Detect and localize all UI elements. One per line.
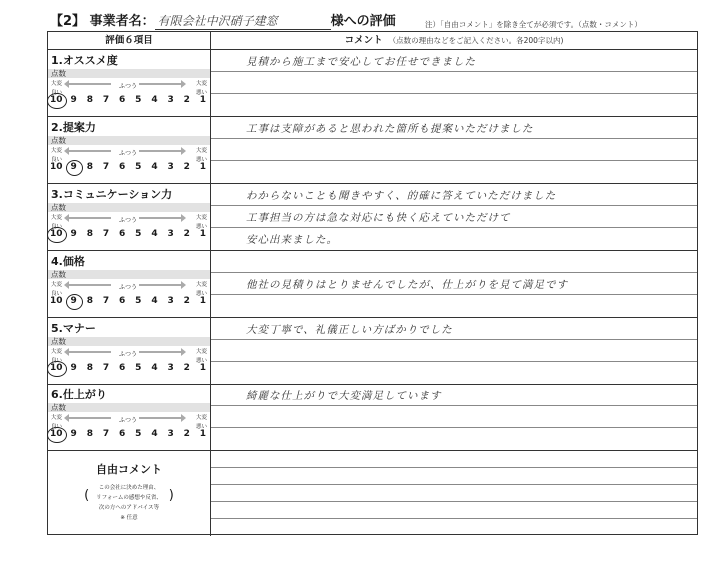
free-comment-field[interactable] — [211, 451, 697, 536]
scale-left-top: 大変 — [51, 81, 63, 87]
scale-right-bottom: 悪い — [195, 424, 207, 430]
comment-line[interactable] — [211, 362, 697, 384]
score-option-9[interactable]: 9 — [70, 95, 77, 105]
score-option-7[interactable]: 7 — [102, 429, 110, 439]
score-option-1[interactable]: 1 — [199, 95, 207, 105]
comment-cell[interactable] — [211, 318, 697, 384]
paren-left: ( — [84, 488, 90, 503]
score-option-9[interactable]: 9 — [70, 162, 77, 172]
score-option-5[interactable]: 5 — [135, 229, 142, 239]
score-label: 点数 — [48, 270, 210, 279]
score-option-2[interactable]: 2 — [183, 229, 190, 239]
form-header — [50, 10, 396, 30]
score-option-4[interactable]: 4 — [151, 95, 158, 105]
comment-line[interactable] — [211, 139, 697, 161]
comment-cell[interactable] — [211, 384, 697, 450]
score-option-9[interactable]: 9 — [70, 296, 77, 306]
item-cell — [48, 251, 211, 317]
handwritten-comment: 大変丁寧で、礼儀正しい方ばかりでした — [246, 324, 453, 336]
handwritten-comment: 工事担当の方は急な対応にも快く応えていただけて — [246, 212, 511, 224]
free-comment-line[interactable] — [211, 451, 697, 468]
score-label: 点数 — [48, 136, 210, 145]
score-option-1[interactable]: 1 — [199, 162, 207, 172]
scale-right-top: 大変 — [195, 148, 207, 154]
free-desc-line: この会社に決めた理由、 — [98, 485, 160, 491]
score-option-3[interactable]: 3 — [167, 296, 174, 306]
evaluation-row-5 — [48, 318, 697, 385]
score-option-9[interactable]: 9 — [70, 363, 77, 373]
score-option-8[interactable]: 8 — [86, 429, 93, 439]
score-option-2[interactable]: 2 — [183, 296, 190, 306]
free-comment-title: 自由コメント — [96, 463, 162, 476]
score-label: 点数 — [48, 337, 210, 346]
comment-cell[interactable] — [211, 50, 697, 116]
item-cell — [48, 117, 211, 183]
free-desc-line: ※ 任意 — [120, 515, 138, 521]
scale-right-top: 大変 — [195, 81, 207, 87]
score-option-7[interactable]: 7 — [102, 95, 110, 105]
score-option-7[interactable]: 7 — [102, 296, 110, 306]
evaluation-table — [47, 31, 698, 535]
score-selector — [50, 162, 208, 174]
score-option-8[interactable]: 8 — [86, 162, 93, 172]
free-comment-row — [48, 451, 697, 536]
scale-right-bottom: 悪い — [195, 157, 207, 163]
score-option-10[interactable]: 10 — [50, 229, 63, 239]
scale-left-bottom: 良い — [51, 224, 63, 230]
scale-left-bottom: 良い — [51, 157, 63, 163]
evaluation-row-2 — [48, 117, 697, 184]
score-option-8[interactable]: 8 — [86, 363, 93, 373]
score-option-1[interactable]: 1 — [199, 229, 207, 239]
item-title: 1.オススメ度 — [51, 54, 118, 67]
score-option-7[interactable]: 7 — [102, 229, 110, 239]
required-note: 注）「自由コメント」を除き全てが必須です。（点数・コメント） — [425, 20, 642, 29]
score-option-3[interactable]: 3 — [167, 363, 174, 373]
evaluation-row-4 — [48, 251, 697, 318]
scale-right-bottom: 悪い — [195, 291, 207, 297]
comment-cell[interactable] — [211, 251, 697, 317]
scale-left-top: 大変 — [51, 349, 63, 355]
comment-line[interactable] — [211, 428, 697, 450]
handwritten-comment: わからないことも聞きやすく、的確に答えていただけました — [246, 190, 557, 202]
handwritten-comment: 安心出来ました。 — [246, 234, 338, 246]
arrow-right-icon — [139, 284, 181, 286]
score-selector — [50, 296, 208, 308]
scale-right-top: 大変 — [195, 415, 207, 421]
scale-left-bottom: 良い — [51, 291, 63, 297]
score-option-2[interactable]: 2 — [183, 162, 190, 172]
free-comment-line[interactable] — [211, 502, 697, 519]
arrow-right-icon — [139, 150, 181, 152]
score-option-9[interactable]: 9 — [70, 429, 77, 439]
score-option-3[interactable]: 3 — [167, 95, 174, 105]
evaluation-row-1 — [48, 50, 697, 117]
score-option-2[interactable]: 2 — [183, 95, 190, 105]
score-option-3[interactable]: 3 — [167, 229, 174, 239]
score-option-8[interactable]: 8 — [86, 296, 93, 306]
arrow-left-icon — [69, 150, 111, 152]
arrow-left-icon — [69, 284, 111, 286]
score-selector — [50, 429, 208, 441]
score-label: 点数 — [48, 203, 210, 212]
scale-left-bottom: 良い — [51, 90, 63, 96]
scale-right-top: 大変 — [195, 282, 207, 288]
scale-right-bottom: 悪い — [195, 224, 207, 230]
comment-line[interactable] — [211, 295, 697, 317]
score-label: 点数 — [48, 403, 210, 412]
item-cell — [48, 50, 211, 116]
scale-left-top: 大変 — [51, 282, 63, 288]
score-option-4[interactable]: 4 — [151, 162, 158, 172]
score-option-5[interactable]: 5 — [135, 363, 142, 373]
score-option-5[interactable]: 5 — [135, 296, 142, 306]
score-option-6[interactable]: 6 — [119, 95, 126, 105]
score-option-6[interactable]: 6 — [119, 429, 126, 439]
free-comment-description — [86, 483, 172, 523]
comment-line[interactable] — [211, 273, 697, 295]
score-option-8[interactable]: 8 — [86, 95, 93, 105]
scale-right-top: 大変 — [195, 215, 207, 221]
comment-header-sub: （点数の理由などをご記入ください。各200字以内) — [388, 36, 564, 45]
scale-center: ふつう — [119, 217, 138, 224]
comment-cell[interactable] — [211, 117, 697, 183]
free-comment-line[interactable] — [211, 485, 697, 502]
scale-center: ふつう — [119, 417, 138, 424]
comment-line[interactable] — [211, 406, 697, 428]
scale-center: ふつう — [119, 83, 138, 90]
handwritten-comment: 綺麗な仕上がりで大変満足しています — [246, 390, 442, 402]
score-option-6[interactable]: 6 — [119, 162, 126, 172]
item-title: 4.価格 — [51, 255, 85, 268]
scale-left-bottom: 良い — [51, 424, 63, 430]
business-name-field[interactable]: 有限会社中沢硝子建窓 — [155, 12, 331, 30]
score-selector — [50, 95, 208, 107]
score-option-5[interactable]: 5 — [135, 429, 142, 439]
score-option-10[interactable]: 10 — [50, 296, 63, 306]
scale-center: ふつう — [119, 284, 138, 291]
section-label: 【2】 事業者名： — [50, 14, 155, 29]
scale-left-top: 大変 — [51, 215, 63, 221]
free-comment-label-cell — [48, 451, 211, 536]
score-option-3[interactable]: 3 — [167, 429, 174, 439]
item-title: 3.コミュニケーション力 — [51, 188, 173, 201]
comment-line[interactable] — [211, 161, 697, 183]
score-option-5[interactable]: 5 — [135, 95, 142, 105]
comment-header-label: コメント — [344, 35, 383, 46]
item-title: 2.提案力 — [51, 121, 96, 134]
comment-line[interactable] — [211, 72, 697, 94]
evaluation-row-3 — [48, 184, 697, 251]
score-option-6[interactable]: 6 — [119, 229, 126, 239]
score-option-1[interactable]: 1 — [199, 363, 207, 373]
comment-line[interactable] — [211, 206, 697, 228]
scale-right-bottom: 悪い — [195, 90, 207, 96]
free-desc-line: 次の方へのアドバイス等 — [98, 505, 160, 511]
scale-left-top: 大変 — [51, 148, 63, 154]
score-option-10[interactable]: 10 — [50, 162, 63, 172]
handwritten-comment: 工事は支障があると思われた箇所も提案いただけました — [246, 123, 534, 135]
handwritten-comment: 見積から施工まで安心してお任せできました — [246, 56, 476, 68]
comment-line[interactable] — [211, 340, 697, 362]
paren-right: ) — [168, 488, 174, 503]
comment-line[interactable] — [211, 117, 697, 139]
item-title: 6.仕上がり — [51, 388, 107, 401]
item-cell — [48, 184, 211, 250]
item-cell — [48, 384, 211, 450]
comment-line[interactable] — [211, 251, 697, 273]
arrow-left-icon — [69, 351, 111, 353]
score-option-3[interactable]: 3 — [167, 162, 174, 172]
arrow-left-icon — [69, 417, 111, 419]
comment-line[interactable] — [211, 50, 697, 72]
score-option-5[interactable]: 5 — [135, 162, 142, 172]
score-option-9[interactable]: 9 — [70, 229, 77, 239]
arrow-right-icon — [139, 417, 181, 419]
score-option-7[interactable]: 7 — [102, 363, 110, 373]
score-option-10[interactable]: 10 — [50, 95, 63, 105]
scale-left-bottom: 良い — [51, 358, 63, 364]
arrow-left-icon — [69, 83, 111, 85]
score-selector — [50, 363, 208, 375]
score-option-2[interactable]: 2 — [183, 363, 190, 373]
arrow-right-icon — [139, 217, 181, 219]
arrow-right-icon — [139, 351, 181, 353]
comment-line[interactable] — [211, 228, 697, 250]
comment-column-header — [211, 32, 697, 49]
score-option-4[interactable]: 4 — [151, 429, 158, 439]
score-option-1[interactable]: 1 — [199, 429, 207, 439]
item-cell — [48, 318, 211, 384]
score-option-2[interactable]: 2 — [183, 429, 190, 439]
scale-right-top: 大変 — [195, 349, 207, 355]
free-comment-line[interactable] — [211, 468, 697, 485]
score-option-6[interactable]: 6 — [119, 296, 126, 306]
scale-center: ふつう — [119, 150, 138, 157]
handwritten-comment: 他社の見積りはとりませんでしたが、仕上がりを見て満足です — [246, 279, 568, 291]
header-suffix: 様への評価 — [330, 14, 396, 29]
free-desc-line: リフォームの感想や反省、 — [96, 495, 162, 501]
comment-cell[interactable] — [211, 184, 697, 250]
scale-right-bottom: 悪い — [195, 358, 207, 364]
score-option-4[interactable]: 4 — [151, 296, 158, 306]
table-header — [48, 32, 697, 50]
comment-line[interactable] — [211, 318, 697, 340]
score-option-6[interactable]: 6 — [119, 363, 126, 373]
score-option-4[interactable]: 4 — [151, 229, 158, 239]
scale-left-top: 大変 — [51, 415, 63, 421]
score-label: 点数 — [48, 69, 210, 78]
comment-line[interactable] — [211, 184, 697, 206]
item-title: 5.マナー — [51, 322, 96, 335]
score-selector — [50, 229, 208, 241]
free-comment-line[interactable] — [211, 519, 697, 536]
score-option-7[interactable]: 7 — [102, 162, 110, 172]
scale-center: ふつう — [119, 351, 138, 358]
comment-line[interactable] — [211, 384, 697, 406]
score-option-10[interactable]: 10 — [50, 363, 63, 373]
evaluation-row-6 — [48, 384, 697, 451]
arrow-right-icon — [139, 83, 181, 85]
score-option-8[interactable]: 8 — [86, 229, 93, 239]
items-column-header: 評価６項目 — [48, 32, 211, 49]
score-option-1[interactable]: 1 — [199, 296, 207, 306]
comment-line[interactable] — [211, 94, 697, 116]
score-option-10[interactable]: 10 — [50, 429, 63, 439]
score-option-4[interactable]: 4 — [151, 363, 158, 373]
arrow-left-icon — [69, 217, 111, 219]
